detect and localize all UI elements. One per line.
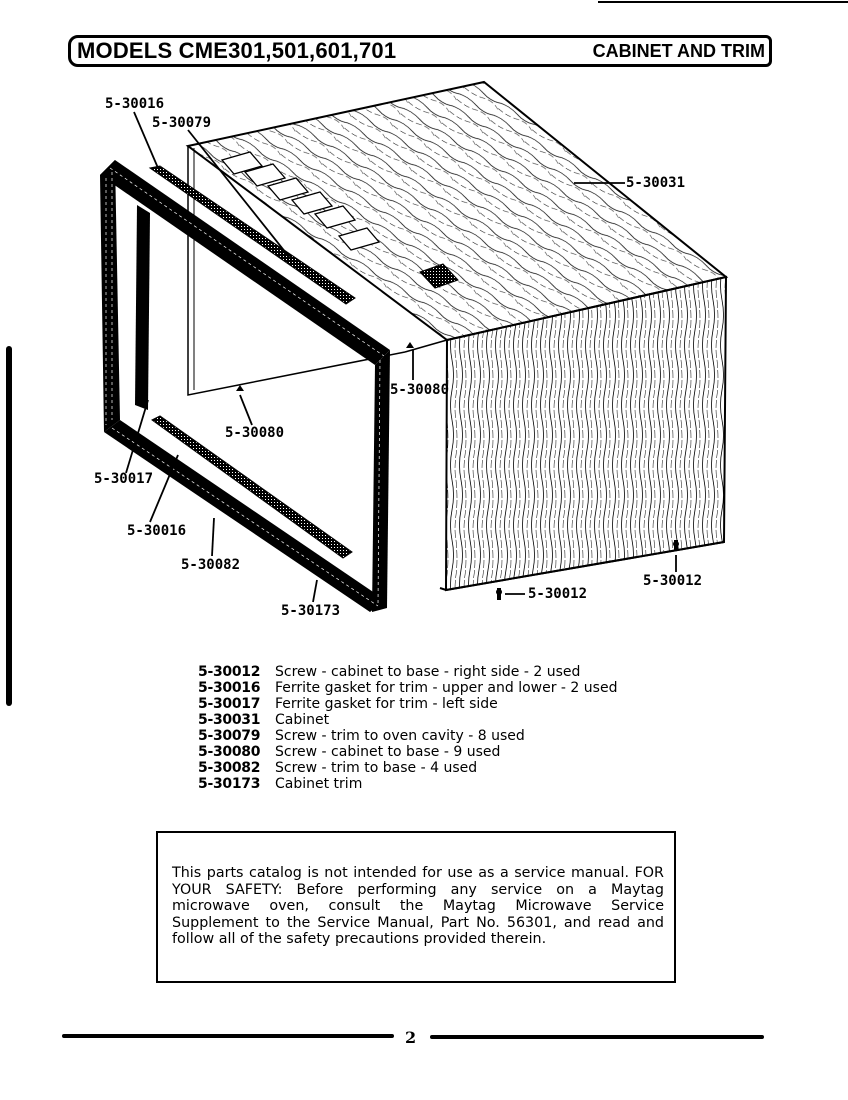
parts-list-row [198,728,617,744]
safety-notice-box [156,831,676,983]
parts-list-row [198,664,617,680]
callout-5-30016-upper: 5-30016 [105,96,165,112]
top-edge-rule [598,1,848,3]
part-description: Screw - trim to base - 4 used [275,760,478,776]
part-number: 5-30080 [198,744,261,760]
parts-list-row [198,696,617,712]
footer-rule-left [62,1034,394,1038]
part-number: 5-30016 [198,680,261,696]
cabinet-trim-illustration [0,70,848,630]
part-description: Cabinet trim [275,776,363,792]
part-description: Screw - cabinet to base - right side - 2 used [275,664,581,680]
page-header [68,35,772,67]
callout-5-30080-left: 5-30080 [225,425,285,441]
parts-list-row [198,680,617,696]
callout-5-30173: 5-30173 [281,603,341,619]
part-description: Ferrite gasket for trim - upper and lower - 2 used [275,680,618,696]
cabinet-part [188,82,726,590]
part-number: 5-30031 [198,712,261,728]
page-number: 2 [405,1028,417,1047]
models-title: MODELS CME301,501,601,701 [77,38,397,63]
part-number: 5-30017 [198,696,261,712]
callout-5-30012-rear: 5-30012 [643,573,703,589]
parts-list [198,664,617,792]
part-description: Ferrite gasket for trim - left side [275,696,498,712]
part-number: 5-30012 [198,664,261,680]
page-footer [62,1028,766,1048]
parts-list-row [198,712,617,728]
callout-5-30079: 5-30079 [152,115,212,131]
callout-5-30012-front: 5-30012 [528,586,588,602]
part-number: 5-30173 [198,776,261,792]
part-description: Screw - cabinet to base - 9 used [275,744,501,760]
callout-5-30017: 5-30017 [94,471,154,487]
part-number: 5-30082 [198,760,261,776]
callout-5-30080-right: 5-30080 [390,382,450,398]
parts-list-row [198,760,617,776]
footer-rule-right [430,1035,764,1039]
section-title: CABINET AND TRIM [592,40,765,61]
part-description: Cabinet [275,712,330,728]
safety-notice-text: This parts catalog is not intended for use as a service manual. FOR YOUR SAFETY: Before performing any service on a Maytag microwave oven, consult the Maytag Microwave Service Supplement to the Service Manual, Part No. 56301, and read and follow all of the safety precautions provided therein. [172,865,664,947]
part-number: 5-30079 [198,728,261,744]
part-description: Screw - trim to oven cavity - 8 used [275,728,525,744]
exploded-parts-diagram [0,70,848,630]
parts-list-row [198,744,617,760]
parts-list-row [198,776,617,792]
callout-5-30031: 5-30031 [626,175,686,191]
callout-5-30082: 5-30082 [181,557,241,573]
callout-5-30016-lower: 5-30016 [127,523,187,539]
